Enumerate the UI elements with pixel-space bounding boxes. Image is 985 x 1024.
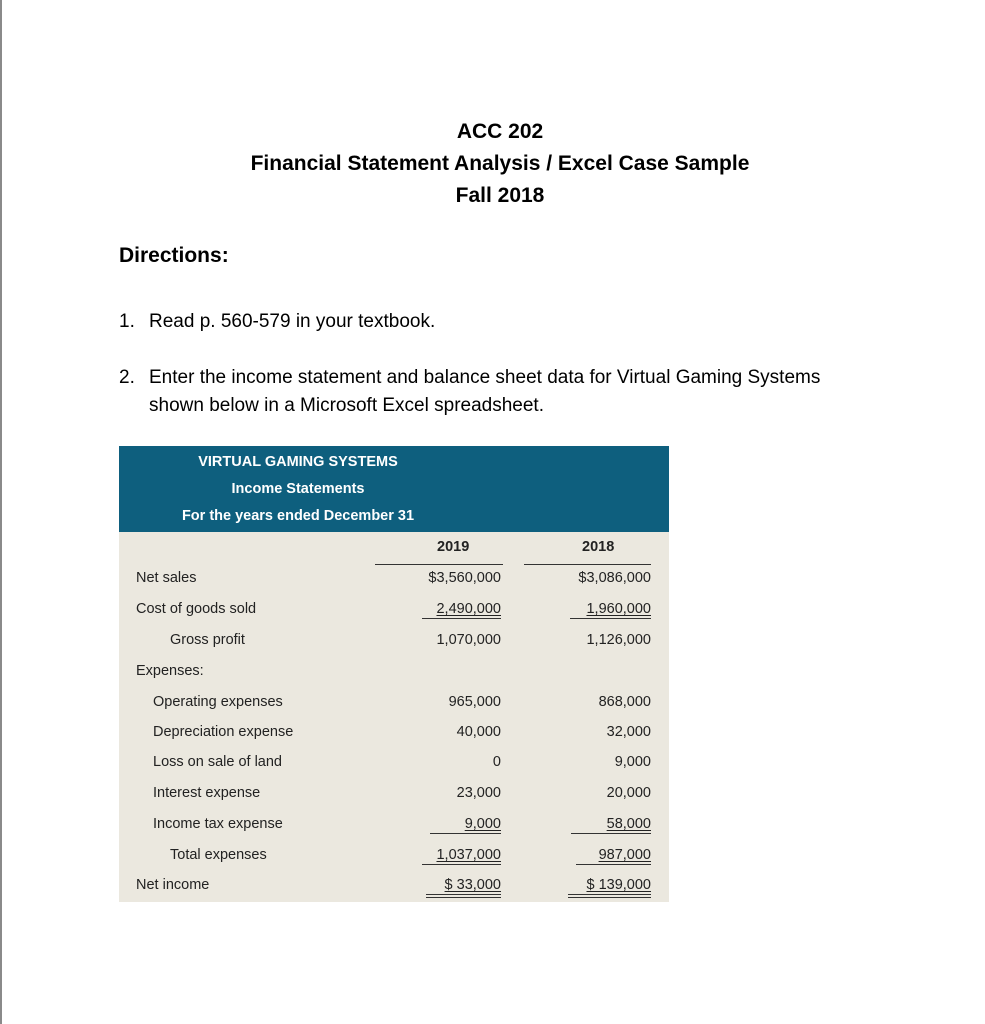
value-2019: 0 (492, 754, 501, 770)
row-label: Net income (136, 877, 210, 893)
directions-heading: Directions: (119, 244, 229, 267)
value-2019: 40,000 (456, 724, 501, 740)
value-2018: 868,000 (598, 694, 651, 710)
year-rule-2019 (375, 564, 503, 565)
value-2019: 1,070,000 (436, 632, 501, 648)
year-2019-header: 2019 (437, 539, 470, 555)
row-label: Cost of goods sold (136, 601, 257, 617)
value-2018: 32,000 (606, 724, 651, 740)
value-2018: 1,126,000 (586, 632, 651, 648)
year-2018-header: 2018 (582, 539, 615, 555)
value-2018: $ 139,000 (586, 877, 651, 893)
double-underline-top (426, 894, 501, 895)
value-2019: 1,037,000 (436, 847, 501, 863)
step-number: 1. (119, 311, 135, 332)
company-name: VIRTUAL GAMING SYSTEMS (198, 454, 398, 470)
value-2019: 965,000 (448, 694, 501, 710)
value-2019: 9,000 (464, 816, 501, 832)
underline (570, 618, 651, 619)
row-label: Loss on sale of land (153, 754, 282, 770)
statement-period: For the years ended December 31 (181, 508, 415, 524)
value-2019: $ 33,000 (444, 877, 501, 893)
double-underline-top (568, 894, 651, 895)
underline (422, 864, 501, 865)
underline (576, 864, 651, 865)
value-2018: 58,000 (606, 816, 651, 832)
underline (571, 833, 651, 834)
term: Fall 2018 (455, 184, 545, 207)
row-label: Net sales (136, 570, 197, 586)
year-rule-2018 (524, 564, 651, 565)
value-2018: 1,960,000 (586, 601, 651, 617)
underline (422, 618, 501, 619)
course-code: ACC 202 (456, 120, 544, 143)
table-header (119, 446, 669, 532)
value-2018: $3,086,000 (578, 570, 651, 586)
value-2019: $3,560,000 (428, 570, 501, 586)
value-2018: 9,000 (614, 754, 651, 770)
value-2018: 20,000 (606, 785, 651, 801)
income-statement-table (119, 446, 669, 902)
value-2019: 2,490,000 (436, 601, 501, 617)
row-label: Depreciation expense (153, 724, 294, 740)
step-text: Read p. 560-579 in your textbook. (149, 311, 436, 332)
row-label: Gross profit (170, 632, 245, 648)
statement-name: Income Statements (231, 481, 365, 497)
step-text: Enter the income statement and balance sheet data for Virtual Gaming Systems shown below in a Microsoft Excel spreadsheet. (149, 367, 821, 416)
row-label: Income tax expense (153, 816, 283, 832)
document-title: Financial Statement Analysis / Excel Case Sample (250, 152, 750, 175)
row-label: Operating expenses (153, 694, 283, 710)
row-label: Expenses: (136, 663, 204, 679)
row-label: Total expenses (170, 847, 267, 863)
step-number: 2. (119, 367, 135, 388)
value-2019: 23,000 (456, 785, 501, 801)
row-label: Interest expense (153, 785, 261, 801)
double-underline-bottom (568, 897, 651, 898)
double-underline-bottom (426, 897, 501, 898)
underline (430, 833, 501, 834)
value-2018: 987,000 (598, 847, 651, 863)
